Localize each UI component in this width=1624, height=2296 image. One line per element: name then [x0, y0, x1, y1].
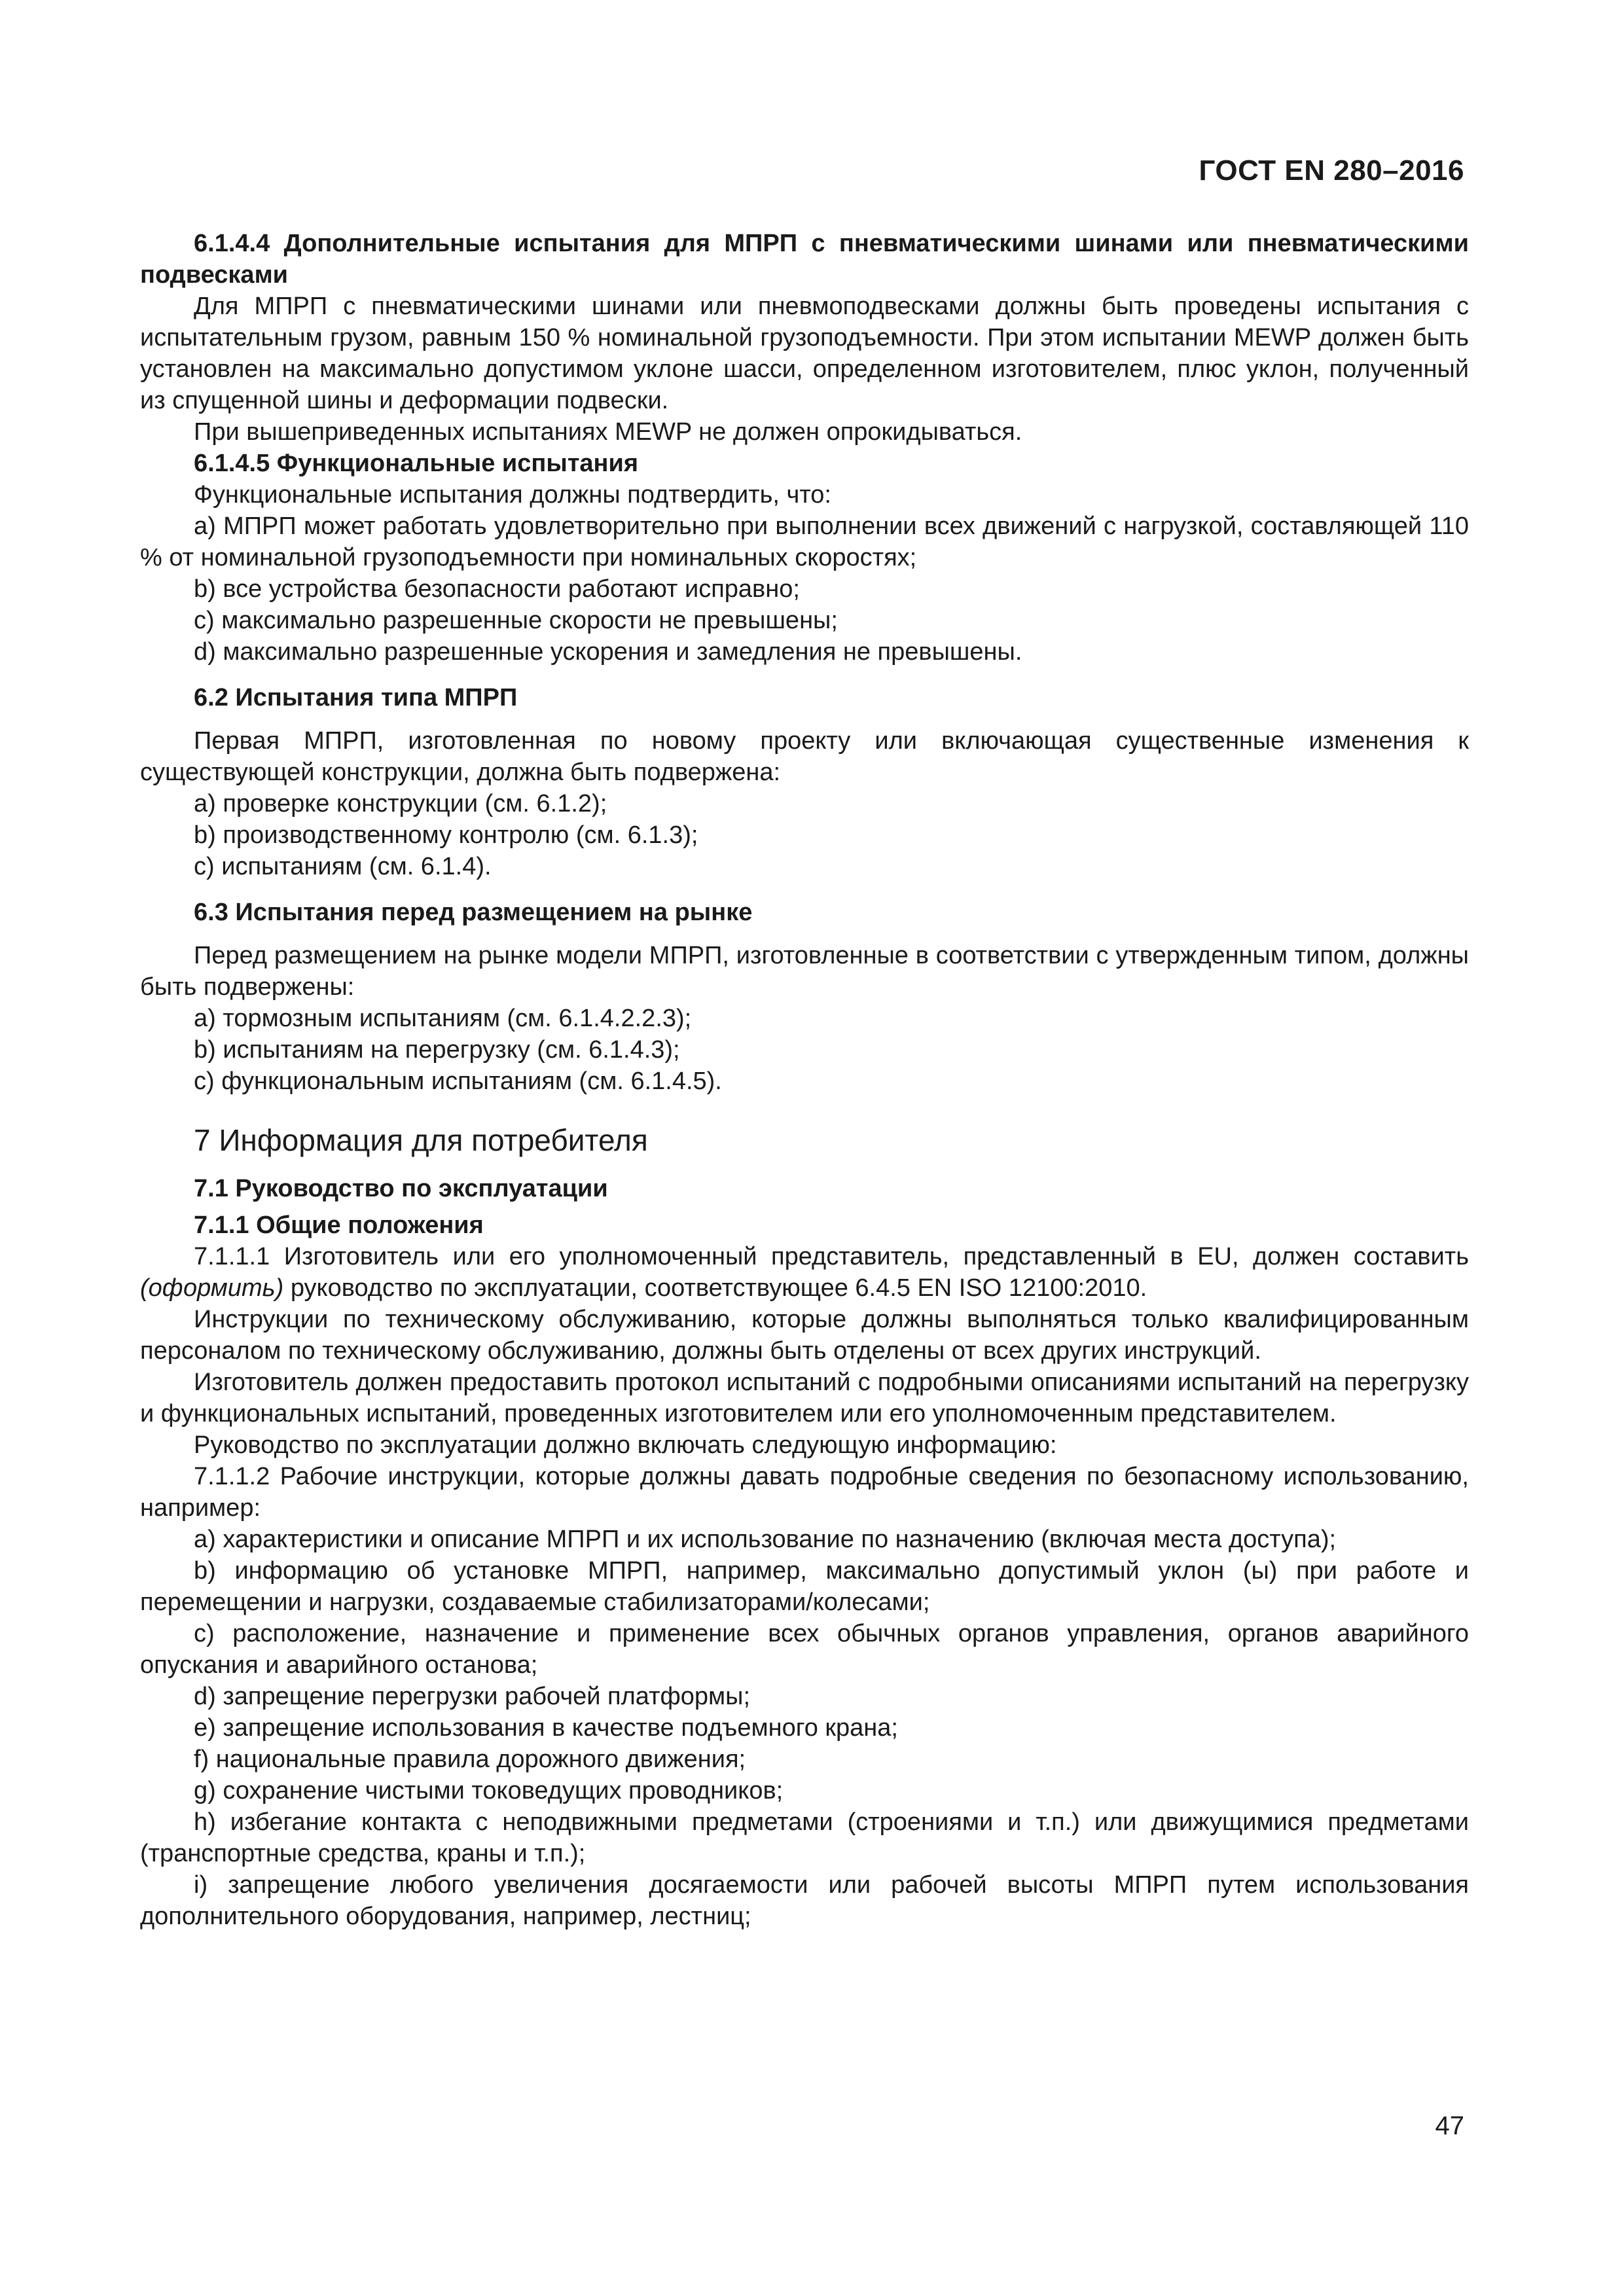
paragraph-7-1-1-2: 7.1.1.2 Рабочие инструкции, которые должны давать подробные сведения по безопасному использованию, например:	[140, 1463, 1469, 1522]
list-item: b) испытаниям на перегрузку (см. 6.1.4.3);	[194, 1036, 680, 1064]
paragraph: Изготовитель должен предоставить протокол испытаний с подробными описаниями испытаний на перегрузку и функциональных испытаний, проведенных изготовителем или его уполномоченным представителем.	[140, 1369, 1469, 1427]
list-item: a) МПРП может работать удовлетворительно при выполнении всех движений с нагрузкой, составляющей 110 % от номинальной грузоподъемности при номинальных скоростях;	[140, 512, 1469, 571]
list-item: g) сохранение чистыми токоведущих проводников;	[194, 1777, 784, 1804]
list-item: d) максимально разрешенные ускорения и замедления не превышены.	[194, 638, 1022, 666]
list-item: c) расположение, назначение и применение всех обычных органов управления, органов аварийного опускания и аварийного останова;	[140, 1620, 1469, 1679]
paragraph: Инструкции по техническому обслуживанию, которые должны выполняться только квалифицированным персоналом по техническому обслуживанию, должны быть отделены от всех других инструкций.	[140, 1306, 1469, 1365]
paragraph: Первая МПРП, изготовленная по новому проекту или включающая существенные изменения к существующей конструкции, должна быть подвержена:	[140, 727, 1469, 786]
list-item: b) информацию об установке МПРП, например, максимально допустимый уклон (ы) при работе и перемещении и нагрузки, создаваемые стабилизаторами/колесами;	[140, 1557, 1469, 1616]
list-item: a) характеристики и описание МПРП и их использование по назначению (включая места доступа);	[194, 1526, 1337, 1553]
list-item: a) проверке конструкции (см. 6.1.2);	[194, 790, 607, 817]
document-code: ГОСТ EN 280–2016	[1199, 154, 1464, 187]
paragraph-7-1-1-1	[140, 1241, 1469, 1304]
section-6-1-4-4-title: 6.1.4.4 Дополнительные испытания для МПРП с пневматическими шинами или пневматическими подвесками	[140, 230, 1469, 289]
list-item: e) запрещение использования в качестве подъемного крана;	[194, 1714, 898, 1742]
paragraph: Функциональные испытания должны подтвердить, что:	[194, 481, 831, 509]
italic-text-run: (оформить)	[140, 1274, 284, 1302]
list-item: b) все устройства безопасности работают исправно;	[194, 575, 800, 603]
list-item: d) запрещение перегрузки рабочей платформы;	[194, 1683, 751, 1710]
page-content	[140, 228, 1469, 1932]
text-run: руководство по эксплуатации, соответствующее 6.4.5 EN ISO 12100:2010.	[283, 1274, 1147, 1302]
list-item: h) избегание контакта с неподвижными предметами (строениями и т.п.) или движущимися предметами (транспортные средства, краны и т.п.);	[140, 1808, 1469, 1867]
section-7-1-1-title: 7.1.1 Общие положения	[194, 1211, 484, 1239]
list-item: a) тормозным испытаниям (см. 6.1.4.2.2.3);	[194, 1005, 692, 1032]
paragraph: Руководство по эксплуатации должно включать следующую информацию:	[194, 1431, 1057, 1459]
paragraph: Для МПРП с пневматическими шинами или пневмоподвесками должны быть проведены испытания с испытательным грузом, равным 150 % номинальной грузоподъемности. При этом испытании MEWP должен быть установлен на максимально допустимом уклоне шасси, определенном изготовителем, плюс уклон, полученный из спущенной шины и деформации подвески.	[140, 293, 1469, 414]
page-number: 47	[1435, 2111, 1464, 2140]
list-item: b) производственному контролю (см. 6.1.3);	[194, 821, 698, 849]
list-item: c) испытаниям (см. 6.1.4).	[194, 853, 492, 880]
section-6-1-4-5-title: 6.1.4.5 Функциональные испытания	[194, 450, 639, 477]
section-6-3-title: 6.3 Испытания перед размещением на рынке	[194, 899, 753, 926]
list-item: i) запрещение любого увеличения досягаемости или рабочей высоты МПРП путем использования дополнительного оборудования, например, лестниц;	[140, 1871, 1469, 1930]
paragraph: Перед размещением на рынке модели МПРП, изготовленные в соответствии с утвержденным типом, должны быть подвержены:	[140, 942, 1469, 1001]
list-item: f) национальные правила дорожного движения;	[194, 1746, 746, 1773]
section-7-1-title: 7.1 Руководство по эксплуатации	[194, 1175, 608, 1202]
section-6-2-title: 6.2 Испытания типа МПРП	[194, 684, 518, 711]
paragraph: При вышеприведенных испытаниях MEWP не должен опрокидываться.	[194, 418, 1022, 446]
list-item: c) максимально разрешенные скорости не превышены;	[194, 607, 838, 634]
list-item: c) функциональным испытаниям (см. 6.1.4.5).	[194, 1067, 722, 1095]
section-7-title: 7 Информация для потребителя	[194, 1123, 648, 1157]
text-run: 7.1.1.1 Изготовитель или его уполномоченный представитель, представленный в EU, должен составить	[194, 1243, 1469, 1270]
